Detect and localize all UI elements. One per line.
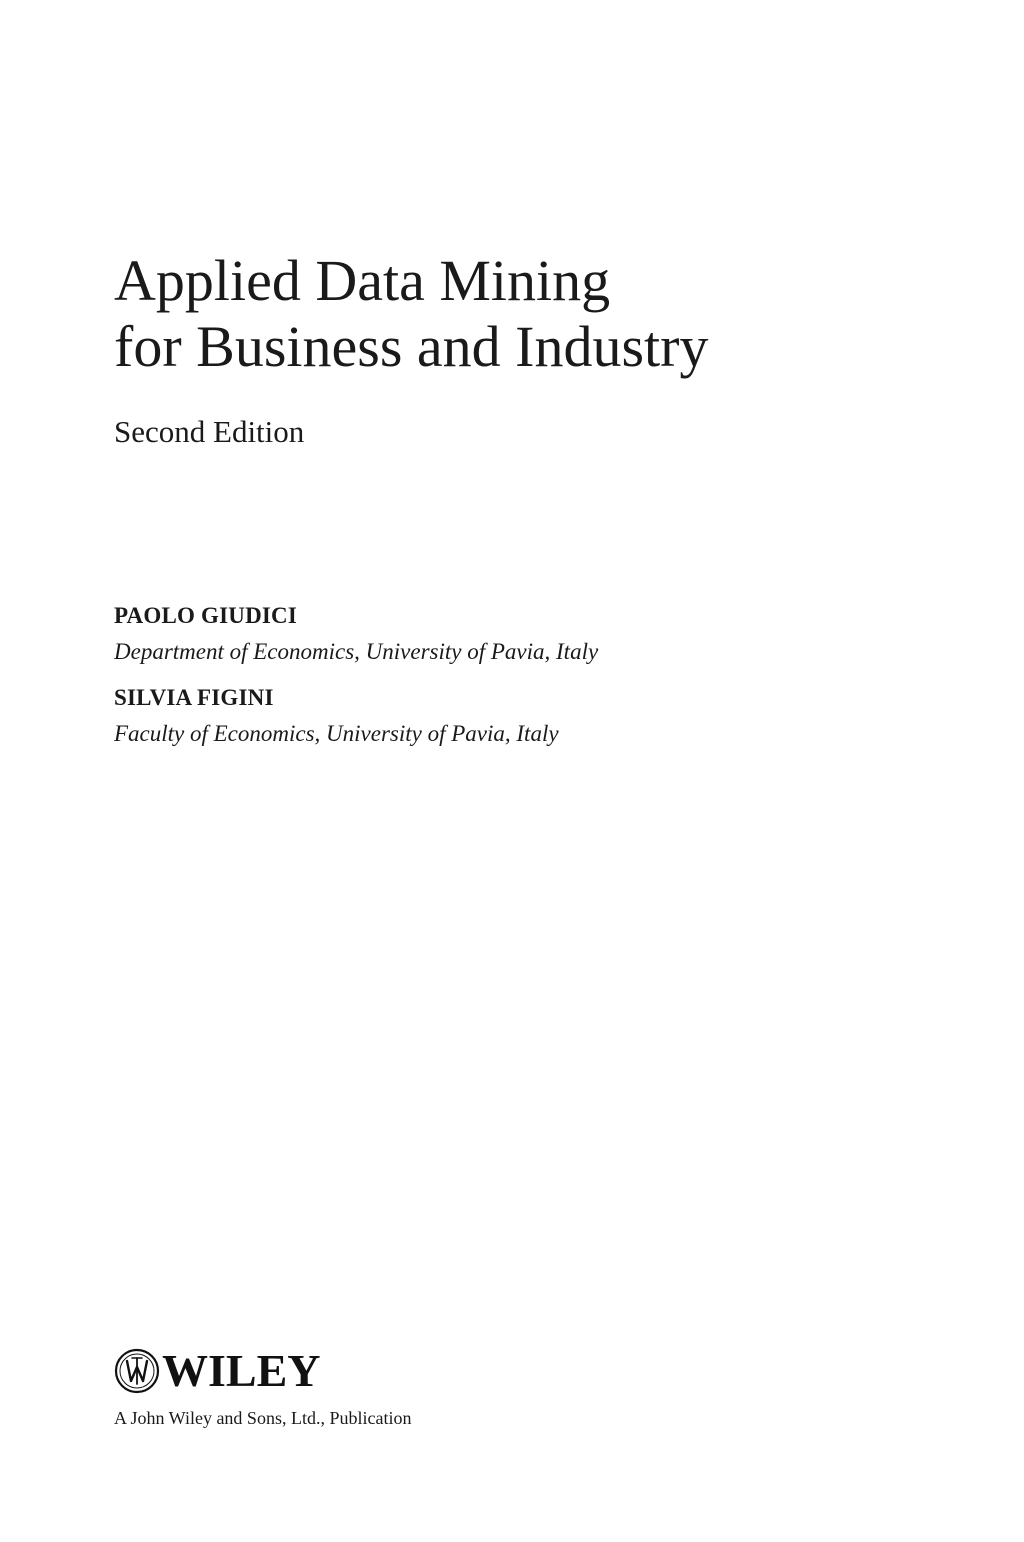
author-affiliation: Faculty of Economics, University of Pavia, Italy bbox=[114, 721, 559, 746]
author-entry bbox=[114, 600, 598, 672]
author-affiliation: Department of Economics, University of Pavia, Italy bbox=[114, 639, 599, 664]
book-title bbox=[114, 248, 708, 380]
publisher-block bbox=[114, 1346, 411, 1430]
publisher-logo bbox=[114, 1346, 411, 1396]
author-name: SILVIA FIGINI bbox=[114, 685, 274, 710]
edition-label: Second Edition bbox=[114, 414, 305, 449]
author-entry bbox=[114, 682, 598, 754]
title-line-1: Applied Data Mining bbox=[114, 248, 611, 313]
wiley-seal-icon bbox=[114, 1348, 160, 1394]
title-line-2: for Business and Industry bbox=[114, 314, 709, 379]
publisher-imprint: A John Wiley and Sons, Ltd., Publication bbox=[114, 1408, 412, 1428]
author-name: PAOLO GIUDICI bbox=[114, 603, 297, 628]
publisher-wordmark: WILEY bbox=[162, 1345, 321, 1396]
author-list bbox=[114, 600, 598, 764]
